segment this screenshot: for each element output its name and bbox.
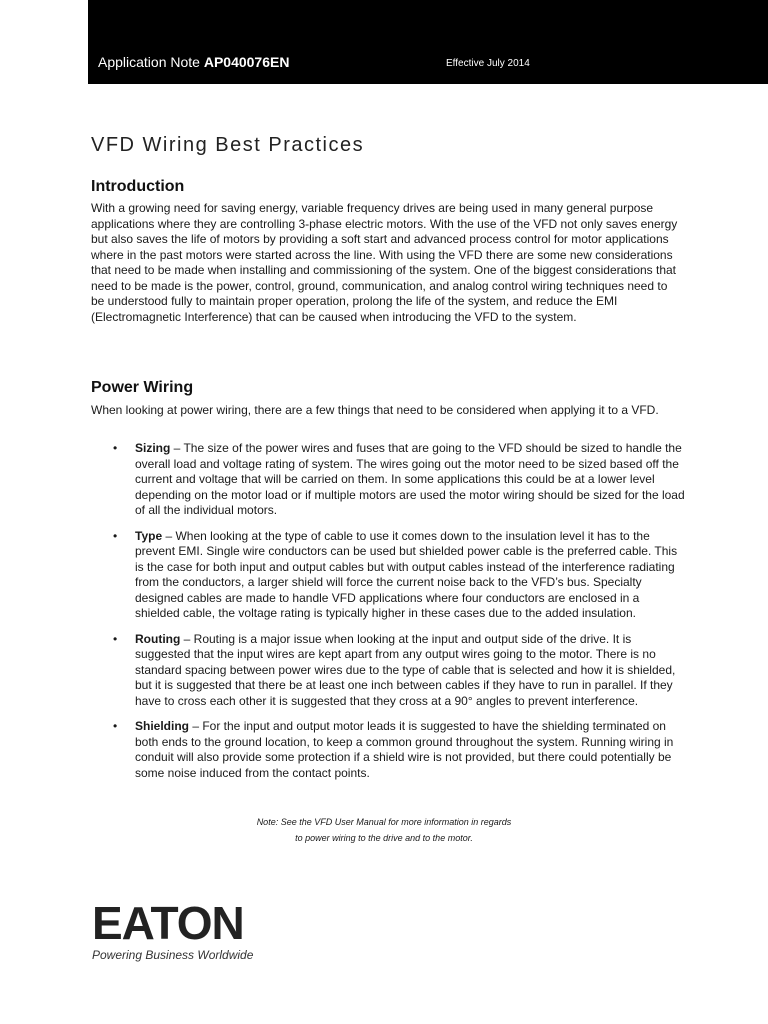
effective-date: Effective July 2014 xyxy=(446,58,530,69)
intro-paragraph: With a growing need for saving energy, variable frequency drives are being used in many general purpose applications where they are controlling 3-phase electric motors. With the use of the VFD not only saves energy but also saves the life of motors by providing a soft start and advanced process control for motor applications where in the past motors were started across the line. With using the VFD there are some new considerations that need to be made when installing and commissioning of the system. One of the biggest considerations that need to be made is the power, control, ground, communication, and analog control wiring techniques need to be understood fully to maintain proper operation, prolong the life of the system, and reduce the EMI (Electromagnetic Interference) that can be caused when introducing the VFD to the system. xyxy=(91,201,678,324)
note-label: Application Note xyxy=(98,54,200,70)
bullet-text: – When looking at the type of cable to use it comes down to the insulation level it has to the prevent EMI. Single wire conductors can be used but shielded power cable is the preferred cable. This is the case for both input and output cables but with output cables instead of the interference radiating from the conductors, a larger shield will force the current noise back to the VFD’s bus. Specialty designed cables are made to handle VFD applications where four conductors are enclosed in a shielded cable, the voltage rating is typically higher in these cases due to the added insulation. xyxy=(135,528,678,620)
bullet-text: – For the input and output motor leads it is suggested to have the shielding terminated on both ends to the ground location, to keep a common ground throughout the system. Running wiring in conduit will also provide some protection if a shield wire is not provided, but there could potentially be some noise induced from the contact points. xyxy=(135,719,674,780)
bullet-type: • Type – When looking at the type of cable to use it comes down to the insulation level it has to the prevent EMI. Single wire conductors can be used but shielded power cable is the preferred cable. This is the case for both input and output cables but with output cables instead of the interference radiating from the conductors, a larger shield will force the current noise back to the VFD’s bus. Specialty designed cables are made to handle VFD applications where four conductors are enclosed in a shielded cable, the voltage rating is typically higher in these cases due to the added insulation. xyxy=(113,528,678,620)
power-wiring-bullets xyxy=(91,441,685,791)
bullet-term: Shielding xyxy=(135,719,189,733)
bullet-routing: • Routing – Routing is a major issue when looking at the input and output side of the drive. It is suggested that the input wires are kept apart from any output wires going to the motor. There is no standard spacing between power wires due to the type of cable that is selected and how it is shielded, but it is suggested that there be at least one inch between cables if they have to run in parallel. If they have to cross each other it is suggested that they cross at a 90° angles to prevent interference. xyxy=(113,631,676,708)
note-id: AP040076EN xyxy=(203,54,290,70)
bullet-term: Routing xyxy=(135,631,181,646)
eaton-logo xyxy=(92,897,254,962)
bullet-text: – Routing is a major issue when looking at the input and output side of the drive. It is suggested that the input wires are kept apart from any output wires going to the motor. There is no standard spacing between power wires due to the type of cable that is selected and how it is shielded, but it is suggested that there be at least one inch between cables if they have to run in parallel. If they have to cross each other it is suggested that they cross at a 90° angles to prevent interference. xyxy=(135,631,676,708)
note-line-1: Note: See the VFD User Manual for more information in regards xyxy=(256,817,512,827)
bullet-term: Type xyxy=(135,528,163,543)
application-note-label xyxy=(98,54,289,70)
power-wiring-heading: Power Wiring xyxy=(91,379,194,396)
document-header-bar xyxy=(88,0,768,84)
intro-heading: Introduction xyxy=(91,178,185,195)
bullet-sizing: • Sizing – The size of the power wires and fuses that are going to the VFD should be sized to handle the overall load and voltage rating of system. The wires going out the motor need to be sized based off the current and voltage that will be carried on them. In some applications this could be at a lower level depending on the motor load or if multiple motors are used the motor wiring should be sized for the load of all the individual motors. xyxy=(113,441,685,517)
logo-tagline: Powering Business Worldwide xyxy=(92,948,254,962)
bullet-shielding: • Shielding – For the input and output motor leads it is suggested to have the shielding terminated on both ends to the ground location, to keep a common ground throughout the system. Running wiring in conduit will also provide some protection if a shield wire is not provided, but there could potentially be some noise induced from the contact points. xyxy=(113,719,674,780)
note-line-2: to power wiring to the drive and to the motor. xyxy=(295,833,473,843)
power-wiring-note xyxy=(200,814,568,846)
page-title: VFD Wiring Best Practices xyxy=(91,134,365,156)
bullet-text: – The size of the power wires and fuses that are going to the VFD should be sized to handle the overall load and voltage rating of system. The wires going out the motor need to be sized based off the current and voltage that will be carried on them. In some applications this could be at a lower level depending on the motor load or if multiple motors are used the motor wiring should be sized for the load of all the individual motors. xyxy=(135,441,685,517)
power-wiring-paragraph: When looking at power wiring, there are a few things that need to be considered when applying it to a VFD. xyxy=(91,403,659,417)
logo-wordmark: EATON xyxy=(92,897,244,949)
bullet-term: Sizing xyxy=(135,441,171,455)
